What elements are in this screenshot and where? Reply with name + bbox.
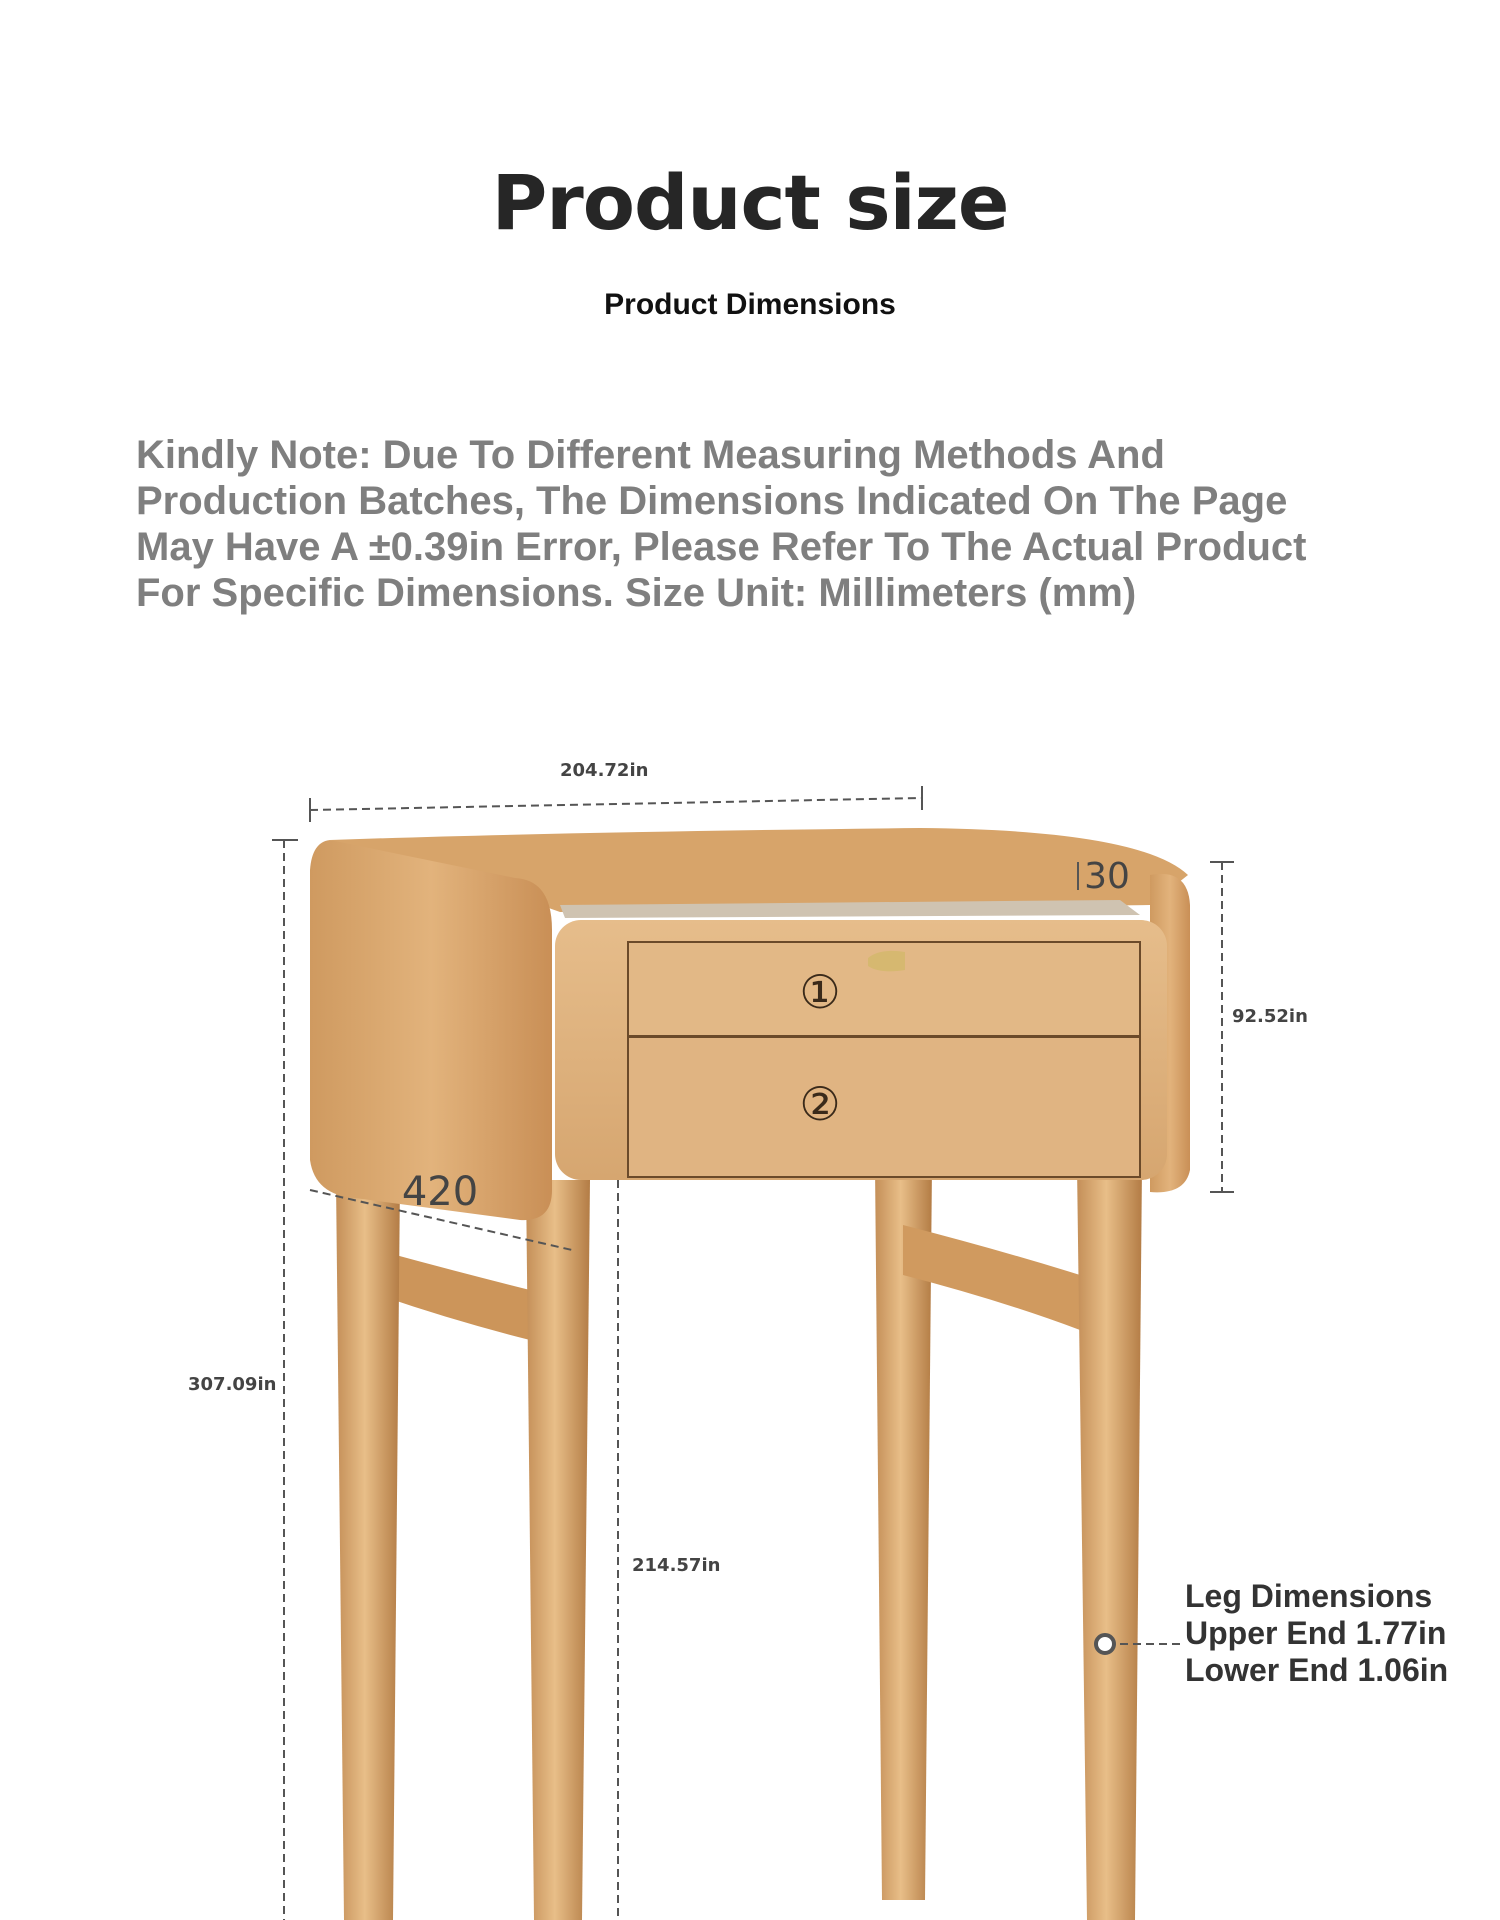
edge-thickness-label: 30 (1084, 856, 1130, 897)
leg-front-middle (526, 1180, 590, 1920)
drawer-1-number: ① (799, 965, 841, 1019)
leg-lower-end: Lower End 1.06in (1185, 1652, 1449, 1688)
page-subtitle: Product Dimensions (604, 288, 896, 321)
leg-height-label: 214.57in (632, 1555, 721, 1576)
cabinet-height-label: 92.52in (1232, 1006, 1308, 1027)
leg-callout-dot (1096, 1635, 1114, 1653)
leg-dimensions-heading: Leg Dimensions (1185, 1578, 1433, 1614)
leg-dimensions-callout (1185, 1578, 1448, 1689)
depth-label: 420 (401, 1169, 479, 1215)
measurement-note: Kindly Note: Due To Different Measuring Methods And Production Batches, The Dimensions Indicated On The Page May Have A ±0.39in Error, Please Refer To The Actual Product For Specific Dimensions. Size Unit: Millimeters (mm) (136, 433, 1307, 615)
leg-front-left (336, 1180, 400, 1920)
page-title: Product size (491, 158, 1009, 247)
drawer-2-number: ② (799, 1077, 841, 1131)
leg-front-right (1077, 1165, 1142, 1920)
total-height-label: 307.09in (188, 1374, 277, 1395)
width-label: 204.72in (560, 760, 649, 781)
drawer-2 (628, 1037, 1140, 1177)
side-panel-left (310, 840, 552, 1220)
leg-upper-end: Upper End 1.77in (1185, 1615, 1447, 1651)
width-dimension-line (310, 798, 922, 810)
